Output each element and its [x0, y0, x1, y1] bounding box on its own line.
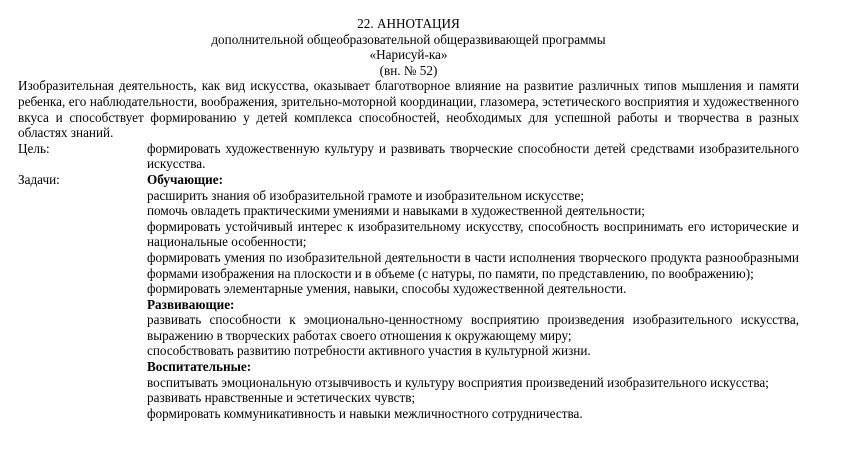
- task-item: расширить знания об изобразительной грамоте и изобразительном искусстве;: [147, 187, 585, 203]
- program-name: «Нарисуй-ка»: [369, 47, 448, 63]
- task-item: развивать способности к эмоционально-ценностному восприятию произведения изобразительного искусства, выражению в творческих работах своего отношения к окружающему миру;: [147, 312, 799, 343]
- annotation-header: [18, 16, 799, 78]
- goal-text: формировать художественную культуру и развивать творческие способности детей средствами изобразительного искусства.: [147, 140, 799, 172]
- goal-label: Цель:: [18, 140, 50, 156]
- task-group-title: Обучающие:: [147, 171, 224, 187]
- annotation-title: 22. АННОТАЦИЯ: [357, 16, 460, 31]
- intro-paragraph: Изобразительная деятельность, как вид искусства, оказывает благотворное влияние на развитие различных типов мышления и памяти ребенка, его наблюдательности, воображения, зрительно-моторной координации, глазомера, эстетического восприятия и художественного вкуса и способствует формированию у детей комплекса способностей, необходимых для успешной работы и творчества в разных областях знаний.: [18, 78, 799, 141]
- task-group-title: Воспитательные:: [147, 359, 252, 375]
- task-item: формировать умения по изобразительной деятельности в части исполнения творческого продукта разнообразными формами изображения на плоскости и в объеме (с натуры, по памяти, по представлению, по воображению);: [147, 249, 799, 281]
- task-item: формировать элементарные умения, навыки, способы художественной деятельности.: [147, 281, 627, 297]
- task-item: воспитывать эмоциональную отзывчивость и культуру восприятия произведений изобразительного искусства;: [147, 374, 769, 390]
- task-item: способствовать развитию потребности активного участия в культурной жизни.: [147, 343, 591, 359]
- task-item: формировать коммуникативность и навыки межличностного сотрудничества.: [147, 405, 583, 421]
- task-item: формировать устойчивый интерес к изобразительному искусству, способность воспринимать его исторические и национальные особенности;: [147, 218, 799, 250]
- task-group-title: Развивающие:: [147, 296, 235, 312]
- task-item: помочь овладеть практическими умениями и навыками в художественной деятельности;: [147, 203, 645, 219]
- tasks-row: [18, 172, 799, 422]
- program-register-number: (вн. № 52): [379, 62, 438, 78]
- tasks-label: Задачи:: [18, 171, 60, 187]
- program-type: дополнительной общеобразовательной общеразвивающей программы: [211, 31, 606, 47]
- task-item: развивать нравственные и эстетических чувств;: [147, 390, 416, 406]
- goal-row: [18, 141, 799, 172]
- tasks-list: [147, 172, 799, 422]
